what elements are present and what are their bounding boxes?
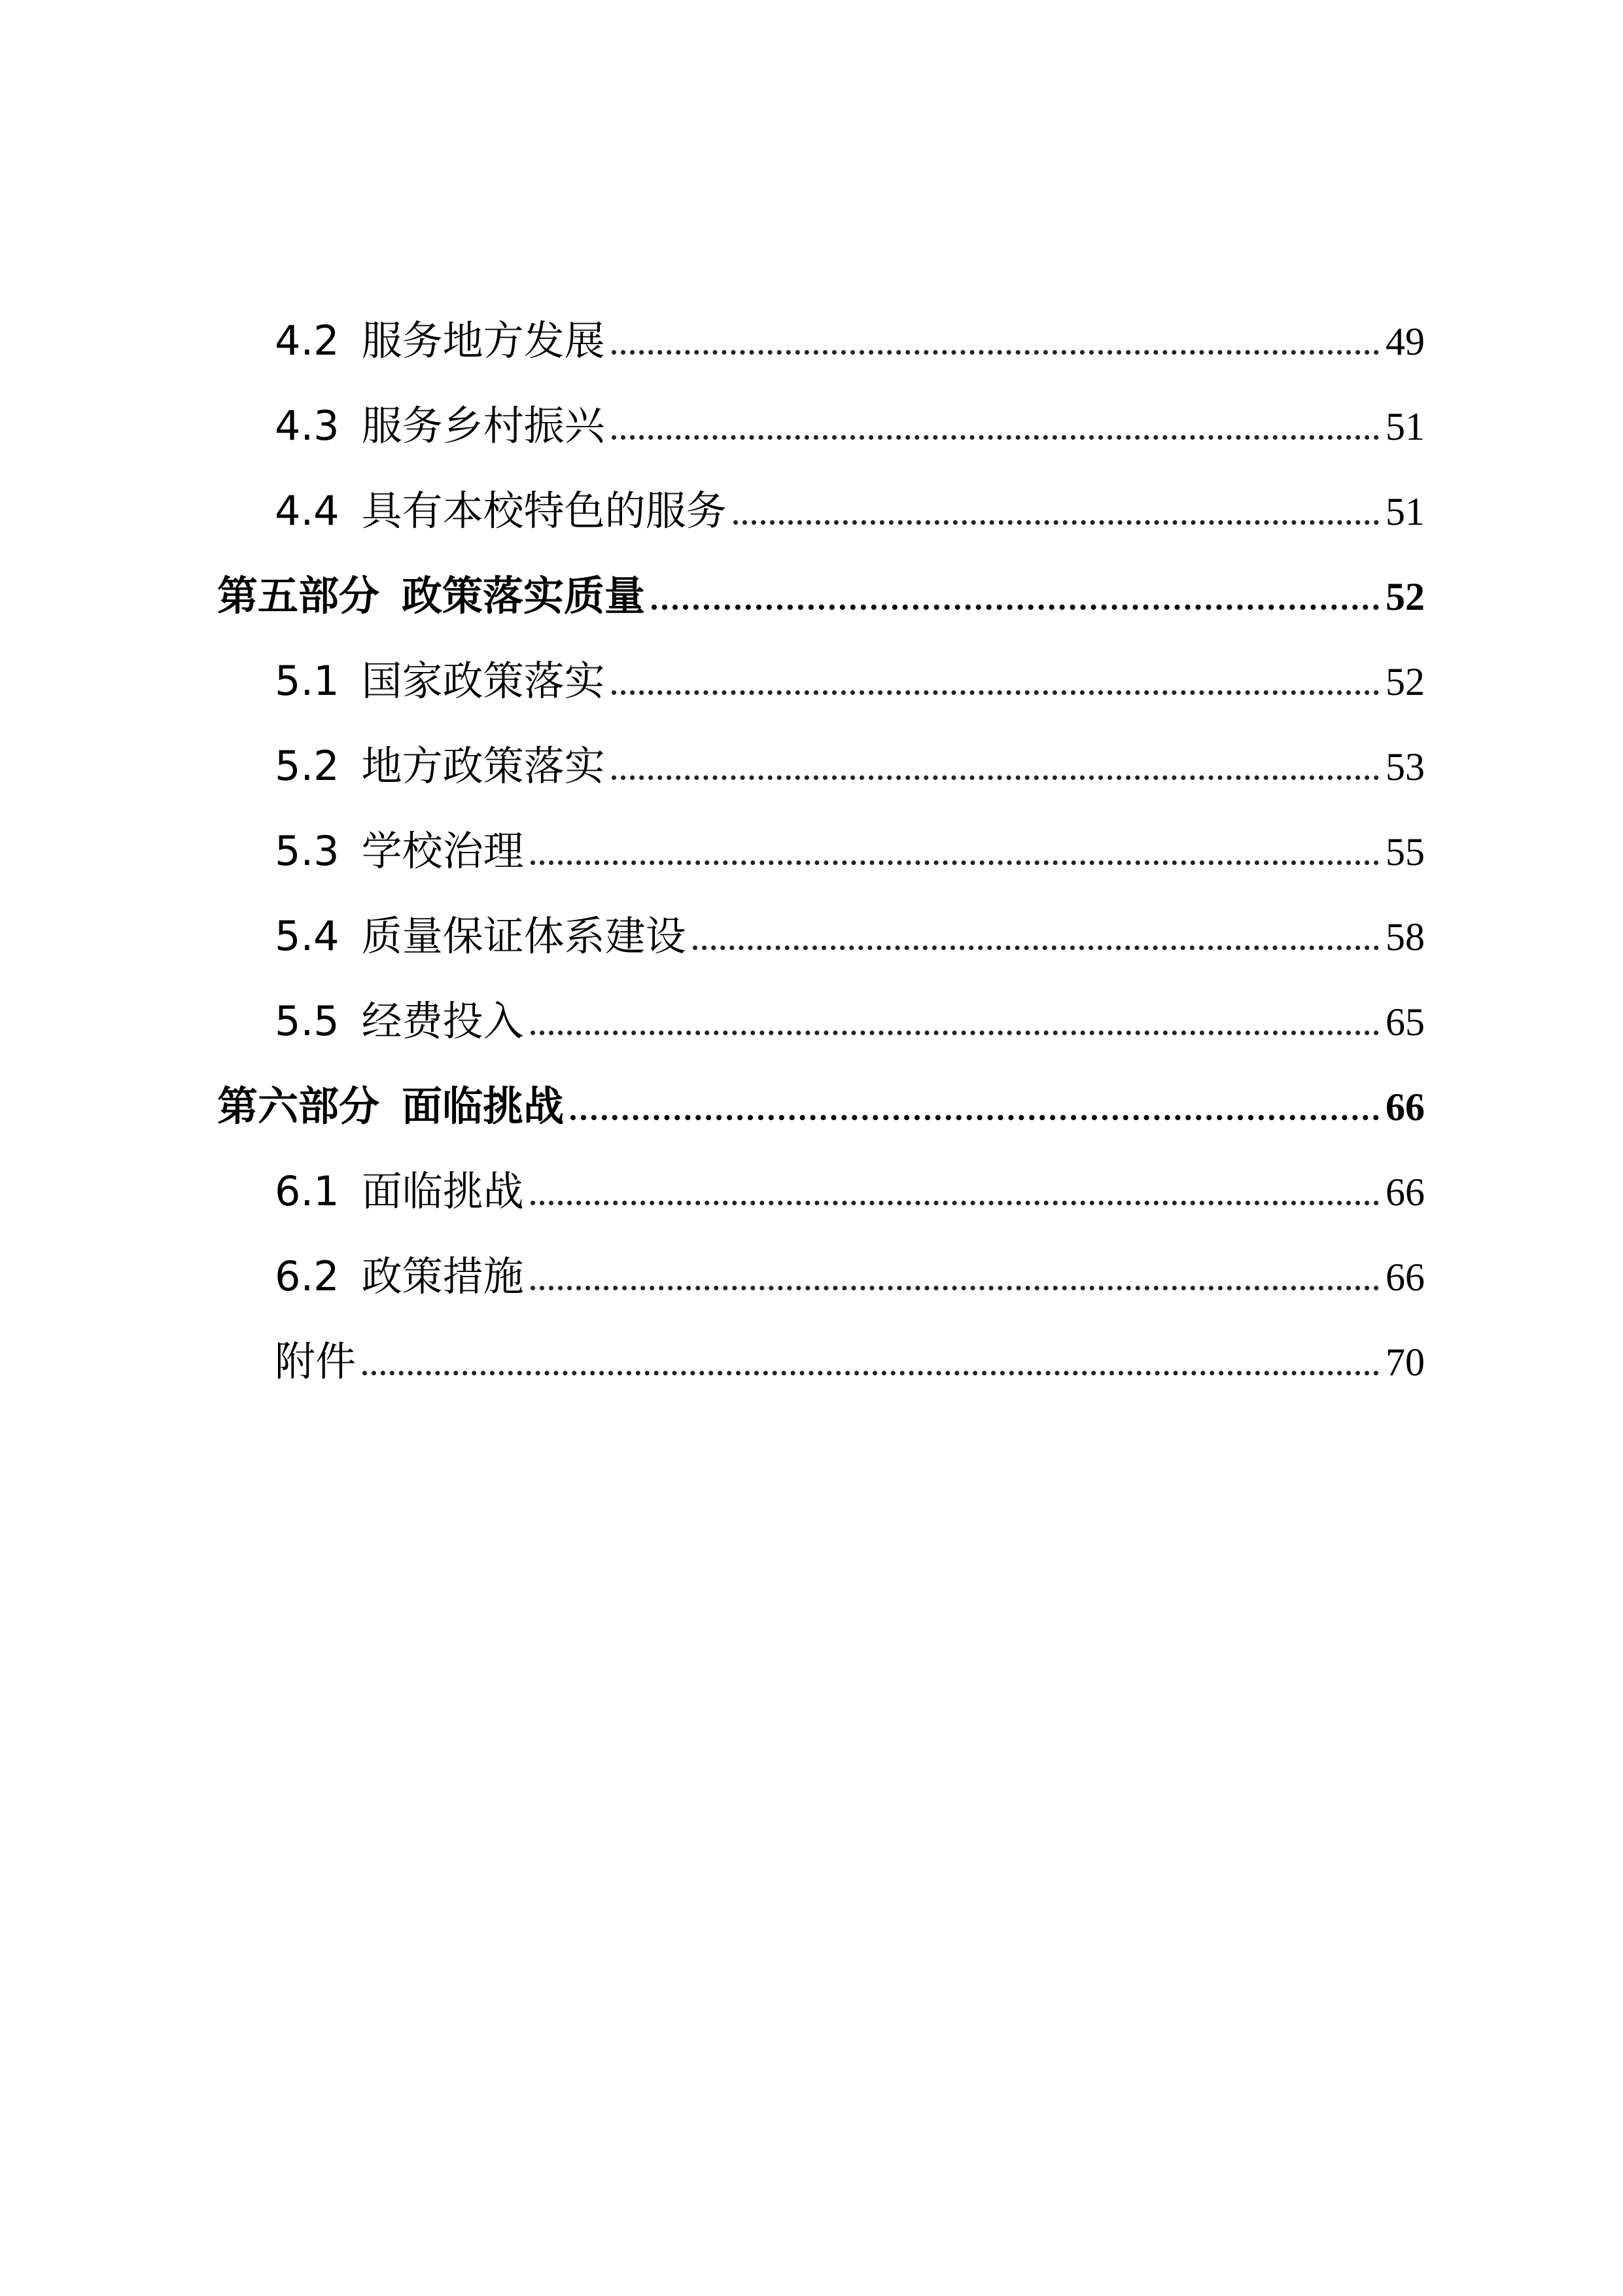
dot-leader xyxy=(612,775,1379,780)
toc-entry-4-2[interactable] xyxy=(217,288,1425,373)
toc-entry-title: 具有本校特色的服务 xyxy=(361,487,727,535)
toc-entry-title: 质量保证体系建设 xyxy=(361,912,686,960)
toc-entry-title: 服务地方发展 xyxy=(361,317,605,364)
toc-entry-page-number: 66 xyxy=(1386,1171,1425,1214)
toc-entry-number: 5.3 xyxy=(275,827,340,875)
toc-entry-number: 6.2 xyxy=(275,1252,340,1300)
toc-entry-title: 国家政策落实 xyxy=(361,657,605,705)
toc-entry-page-number: 53 xyxy=(1386,745,1425,788)
toc-entry-number: 4.4 xyxy=(275,487,340,535)
dot-leader xyxy=(612,690,1379,695)
toc-entry-5-2[interactable] xyxy=(217,713,1425,798)
dot-leader xyxy=(531,860,1379,865)
toc-entry-title: 附件 xyxy=(275,1337,357,1385)
toc-entry-number: 5.1 xyxy=(275,657,340,705)
toc-entry-page-number: 52 xyxy=(1386,575,1425,618)
dot-leader xyxy=(531,1201,1379,1205)
toc-entry-part-6[interactable] xyxy=(217,1053,1425,1139)
toc-entry-title: 经费投入 xyxy=(361,997,524,1045)
dot-leader xyxy=(612,435,1379,440)
toc-entry-page-number: 55 xyxy=(1386,830,1425,874)
toc-entry-page-number: 70 xyxy=(1386,1341,1425,1384)
toc-entry-page-number: 51 xyxy=(1386,405,1425,448)
dot-leader xyxy=(570,1115,1379,1120)
toc-part-title: 面临挑战 xyxy=(402,1082,565,1130)
toc-entry-page-number: 65 xyxy=(1386,1000,1425,1044)
dot-leader xyxy=(362,1371,1379,1375)
toc-entry-4-4[interactable] xyxy=(217,458,1425,543)
toc-entry-page-number: 66 xyxy=(1386,1256,1425,1299)
toc-entry-5-3[interactable] xyxy=(217,798,1425,883)
dot-leader xyxy=(531,1286,1379,1290)
toc-entry-title: 学校治理 xyxy=(361,827,524,875)
toc-entry-number: 4.3 xyxy=(275,402,340,450)
toc-entry-title: 政策措施 xyxy=(361,1252,524,1300)
toc-part-label: 第五部分 xyxy=(217,572,380,620)
toc-entry-4-3[interactable] xyxy=(217,373,1425,458)
dot-leader xyxy=(612,350,1379,355)
toc-entry-title: 地方政策落实 xyxy=(361,742,605,790)
toc-entry-number: 5.5 xyxy=(275,997,340,1045)
toc-entry-page-number: 66 xyxy=(1386,1086,1425,1129)
dot-leader xyxy=(652,605,1379,610)
toc-entry-part-5[interactable] xyxy=(217,543,1425,628)
toc-entry-5-4[interactable] xyxy=(217,883,1425,968)
dot-leader xyxy=(693,945,1379,950)
toc-entry-appendix[interactable] xyxy=(217,1309,1425,1394)
toc-entry-6-2[interactable] xyxy=(217,1224,1425,1309)
toc-entry-number: 5.4 xyxy=(275,912,340,960)
toc-entry-number: 5.2 xyxy=(275,742,340,790)
toc-entry-page-number: 58 xyxy=(1386,915,1425,959)
toc-entry-5-5[interactable] xyxy=(217,968,1425,1053)
toc-entry-number: 4.2 xyxy=(275,317,340,364)
toc-entry-number: 6.1 xyxy=(275,1167,340,1215)
toc-entry-title: 服务乡村振兴 xyxy=(361,402,605,450)
toc-entry-6-1[interactable] xyxy=(217,1139,1425,1224)
toc-entry-title: 面临挑战 xyxy=(361,1167,524,1215)
toc-entry-page-number: 51 xyxy=(1386,490,1425,533)
toc-entry-page-number: 52 xyxy=(1386,660,1425,703)
table-of-contents xyxy=(217,288,1425,1394)
toc-entry-5-1[interactable] xyxy=(217,628,1425,713)
toc-entry-page-number: 49 xyxy=(1386,320,1425,363)
toc-part-title: 政策落实质量 xyxy=(402,572,646,620)
toc-part-label: 第六部分 xyxy=(217,1082,380,1130)
dot-leader xyxy=(531,1031,1379,1035)
dot-leader xyxy=(733,520,1379,525)
